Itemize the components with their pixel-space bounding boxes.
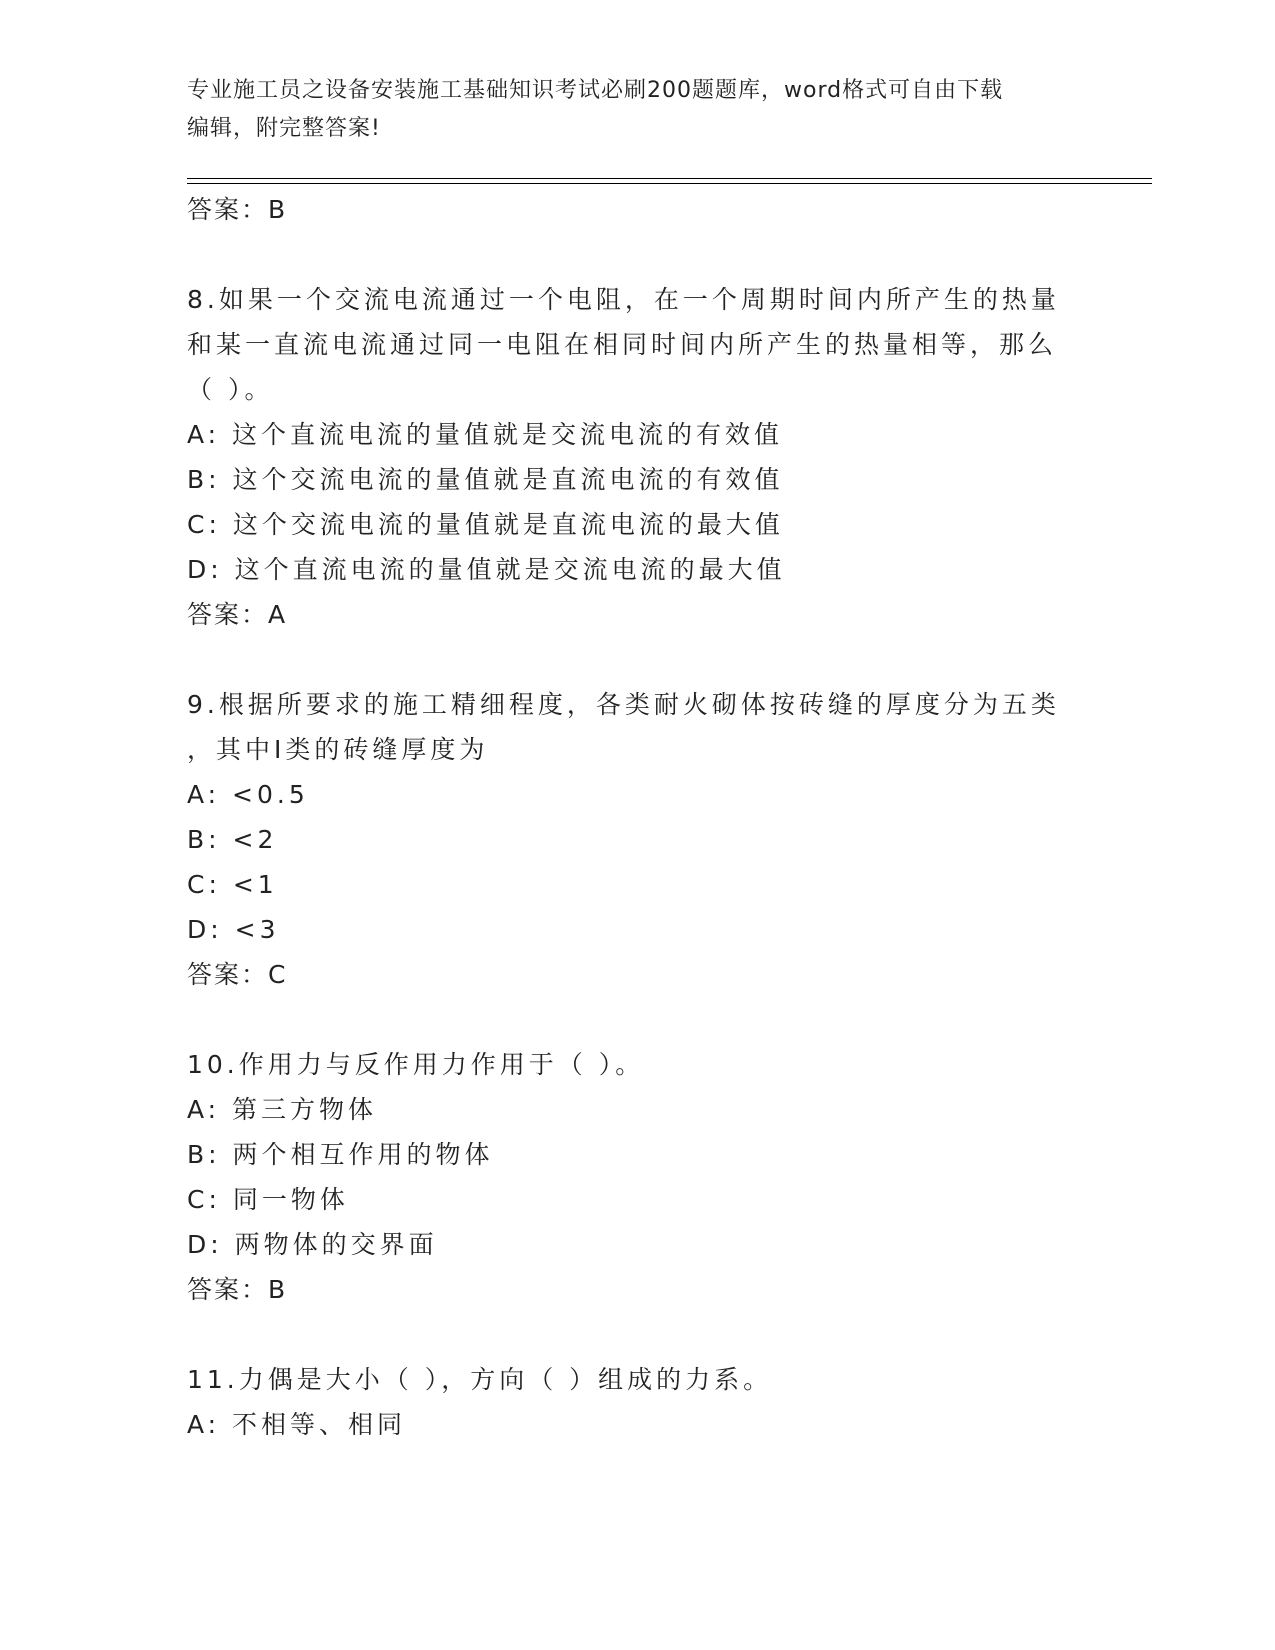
question-9-text-line-1: 9.根据所要求的施工精细程度，各类耐火砌体按砖缝的厚度分为五类 bbox=[187, 690, 1060, 719]
question-9-option-d: D: <3 bbox=[187, 915, 280, 944]
header-line-2: 编辑，附完整答案! bbox=[187, 116, 381, 141]
previous-answer: 答案：B bbox=[187, 195, 288, 224]
question-9-option-c: C: <1 bbox=[187, 870, 278, 899]
question-9-answer: 答案：C bbox=[187, 960, 288, 989]
header-divider-bottom bbox=[187, 183, 1152, 184]
header-line-1: 专业施工员之设备安装施工基础知识考试必刷200题题库，word格式可自由下载 bbox=[187, 78, 1004, 103]
document-header bbox=[187, 72, 1067, 148]
question-9-text-line-2: ，其中Ⅰ类的砖缝厚度为 bbox=[187, 735, 489, 764]
question-8-option-d: D: 这个直流电流的量值就是交流电流的最大值 bbox=[187, 555, 786, 584]
question-11-text-line-1: 11.力偶是大小（ ），方向（ ）组成的力系。 bbox=[187, 1365, 773, 1394]
spacer bbox=[187, 1312, 1067, 1357]
question-9-option-a: A: <0.5 bbox=[187, 780, 309, 809]
question-10-option-a: A: 第三方物体 bbox=[187, 1095, 378, 1124]
question-8-option-a: A: 这个直流电流的量值就是交流电流的有效值 bbox=[187, 420, 784, 449]
question-10-answer: 答案：B bbox=[187, 1275, 288, 1304]
question-8-option-c: C: 这个交流电流的量值就是直流电流的最大值 bbox=[187, 510, 784, 539]
question-8-text-line-3: （ ）。 bbox=[187, 375, 274, 404]
question-8-text-line-2: 和某一直流电流通过同一电阻在相同时间内所产生的热量相等，那么 bbox=[187, 330, 1058, 359]
spacer bbox=[187, 637, 1067, 682]
question-10 bbox=[187, 1042, 1067, 1312]
spacer bbox=[187, 232, 1067, 277]
question-10-option-c: C: 同一物体 bbox=[187, 1185, 349, 1214]
question-9 bbox=[187, 682, 1067, 997]
spacer bbox=[187, 997, 1067, 1042]
question-10-text-line-1: 10.作用力与反作用力作用于（ ）。 bbox=[187, 1050, 645, 1079]
header-divider-top bbox=[187, 178, 1152, 179]
question-8 bbox=[187, 277, 1067, 637]
question-11 bbox=[187, 1357, 1067, 1447]
question-8-answer: 答案：A bbox=[187, 600, 288, 629]
question-8-option-b: B: 这个交流电流的量值就是直流电流的有效值 bbox=[187, 465, 784, 494]
question-8-text-line-1: 8.如果一个交流电流通过一个电阻，在一个周期时间内所产生的热量 bbox=[187, 285, 1060, 314]
question-list bbox=[187, 187, 1067, 1447]
question-10-option-d: D: 两物体的交界面 bbox=[187, 1230, 438, 1259]
question-11-option-a: A: 不相等、相同 bbox=[187, 1410, 407, 1439]
question-10-option-b: B: 两个相互作用的物体 bbox=[187, 1140, 494, 1169]
question-9-option-b: B: <2 bbox=[187, 825, 278, 854]
